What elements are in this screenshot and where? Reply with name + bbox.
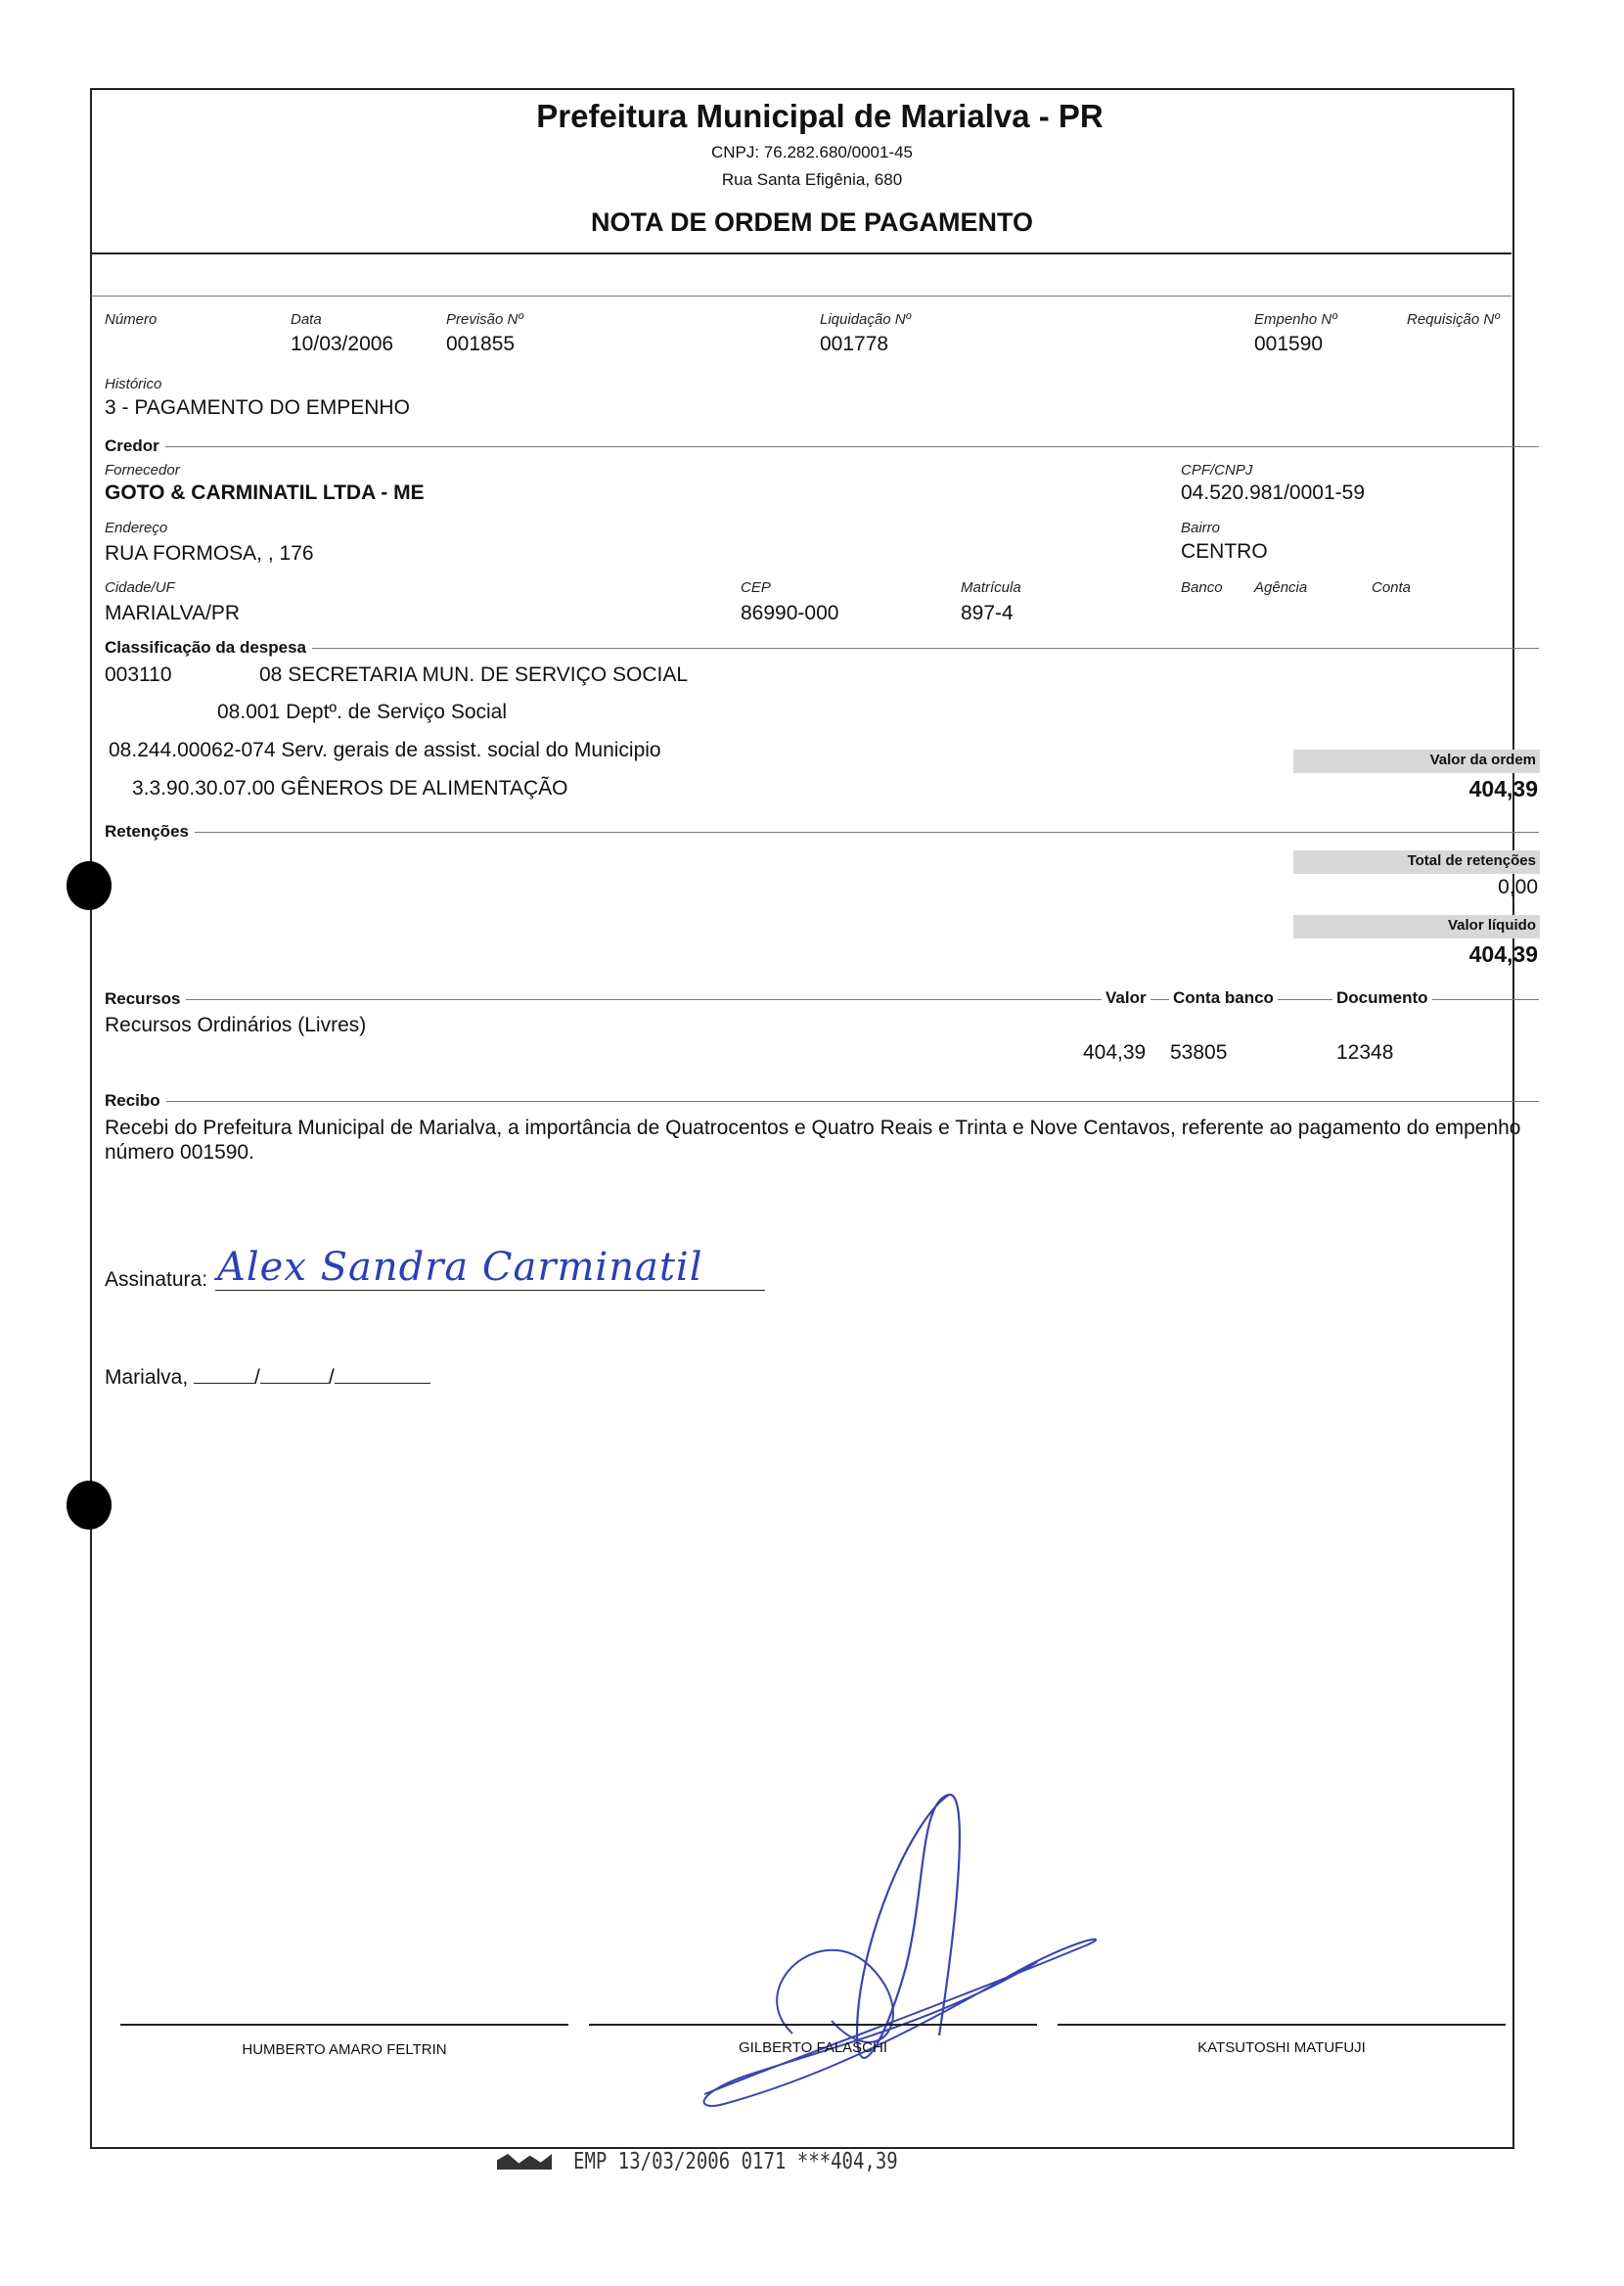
address-text: Rua Santa Efigênia, 680 xyxy=(721,170,903,189)
classificacao-line2: 08.001 Deptº. de Serviço Social xyxy=(217,701,508,723)
fornecedor-value: GOTO & CARMINATIL LTDA - ME xyxy=(105,481,425,504)
signatory-line-1 xyxy=(120,2024,568,2026)
payment-stamp: EMP 13/03/2006 0171 ***404,39 xyxy=(573,2148,898,2175)
cep-label: CEP xyxy=(741,579,771,596)
recursos-documento-header: Documento xyxy=(1332,988,1432,1008)
retencoes-rule xyxy=(105,832,1539,833)
valor-liquido-value: 404,39 xyxy=(1468,941,1538,967)
fields-top-rule xyxy=(91,296,1511,297)
total-retencoes-value: 0,00 xyxy=(1498,876,1538,898)
recibo-rule xyxy=(105,1101,1539,1102)
cidade-value: MARIALVA/PR xyxy=(105,602,241,624)
recibo-section-title: Recibo xyxy=(105,1091,166,1111)
approval-signature-scribble xyxy=(685,1791,1115,2114)
recursos-conta-header: Conta banco xyxy=(1169,988,1278,1008)
cnpj-text: CNPJ: 76.282.680/0001-45 xyxy=(710,143,914,161)
date-day-blank xyxy=(194,1383,254,1384)
historico-label: Histórico xyxy=(105,376,162,392)
binder-hole-top xyxy=(67,861,112,910)
endereco-label: Endereço xyxy=(105,520,168,536)
document-title: NOTA DE ORDEM DE PAGAMENTO xyxy=(590,207,1033,237)
empenho-label: Empenho Nº xyxy=(1254,311,1337,328)
recursos-valor-header: Valor xyxy=(1102,988,1150,1008)
binder-hole-bottom xyxy=(67,1481,112,1530)
signatory-name-3: KATSUTOSHI MATUFUJI xyxy=(1197,2039,1366,2056)
assinatura-label: Assinatura: xyxy=(105,1268,208,1291)
classificacao-line1: 08 SECRETARIA MUN. DE SERVIÇO SOCIAL xyxy=(259,663,689,686)
handwritten-signature: Alex Sandra Carminatil xyxy=(217,1245,703,1290)
recursos-valor: 404,39 xyxy=(1083,1041,1147,1064)
stamp-mark-icon xyxy=(497,2154,552,2170)
date-month-blank xyxy=(260,1383,329,1384)
data-label: Data xyxy=(291,311,322,328)
data-value: 10/03/2006 xyxy=(291,333,394,355)
local-date: Marialva, / / xyxy=(105,1366,430,1390)
bairro-label: Bairro xyxy=(1181,520,1221,536)
cpf-value: 04.520.981/0001-59 xyxy=(1181,481,1366,504)
signatory-name-1: HUMBERTO AMARO FELTRIN xyxy=(242,2041,447,2058)
recibo-text: Recebi do Prefeitura Municipal de Marialva, a importância de Quatrocentos e Quatro Reais e Trinta e Nove Centavos, referente ao pagamento do empenho número 001590. xyxy=(105,1117,1521,1164)
local-label: Marialva, xyxy=(105,1366,189,1389)
classificacao-code: 003110 xyxy=(105,663,172,686)
retencoes-section-title: Retenções xyxy=(105,822,195,842)
date-year-blank xyxy=(335,1383,430,1384)
signatory-line-2 xyxy=(589,2024,1037,2026)
matricula-value: 897-4 xyxy=(961,602,1014,624)
classificacao-rule xyxy=(105,648,1539,649)
classificacao-line4: 3.3.90.30.07.00 GÊNEROS DE ALIMENTAÇÃO xyxy=(132,777,568,800)
agencia-label: Agência xyxy=(1254,579,1308,596)
liquidacao-value: 001778 xyxy=(820,333,889,355)
credor-section-title: Credor xyxy=(105,436,165,456)
valor-ordem-label: Valor da ordem xyxy=(1293,750,1540,773)
classificacao-line3: 08.244.00062-074 Serv. gerais de assist. social do Municipio xyxy=(109,739,661,761)
empenho-value: 001590 xyxy=(1254,333,1324,355)
conta-label: Conta xyxy=(1372,579,1412,596)
recursos-conta: 53805 xyxy=(1170,1041,1228,1064)
recursos-section-title: Recursos xyxy=(105,989,186,1009)
cep-value: 86990-000 xyxy=(741,602,839,624)
numero-label: Número xyxy=(105,311,158,328)
classificacao-section-title: Classificação da despesa xyxy=(105,638,312,658)
header-divider xyxy=(91,252,1511,254)
valor-liquido-label: Valor líquido xyxy=(1293,915,1540,938)
recursos-descricao: Recursos Ordinários (Livres) xyxy=(105,1014,367,1036)
signatory-line-3 xyxy=(1058,2024,1506,2026)
requisicao-label: Requisição Nº xyxy=(1407,311,1500,328)
recursos-rule xyxy=(105,999,1539,1000)
previsao-label: Previsão Nº xyxy=(446,311,523,328)
liquidacao-label: Liquidação Nº xyxy=(820,311,912,328)
recursos-documento: 12348 xyxy=(1336,1041,1394,1064)
endereco-value: RUA FORMOSA, , 176 xyxy=(105,542,314,565)
cpf-label: CPF/CNPJ xyxy=(1181,462,1253,479)
bairro-value: CENTRO xyxy=(1181,540,1268,563)
assinatura-line xyxy=(215,1290,765,1291)
previsao-value: 001855 xyxy=(446,333,516,355)
total-retencoes-label: Total de retenções xyxy=(1293,850,1540,874)
historico-value: 3 - PAGAMENTO DO EMPENHO xyxy=(105,396,410,419)
banco-label: Banco xyxy=(1181,579,1223,596)
cidade-label: Cidade/UF xyxy=(105,579,175,596)
signatory-name-2: GILBERTO FALASCHI xyxy=(739,2039,887,2056)
fornecedor-label: Fornecedor xyxy=(105,462,180,479)
municipality-title: Prefeitura Municipal de Marialva - PR xyxy=(536,98,1104,134)
matricula-label: Matrícula xyxy=(961,579,1021,596)
credor-rule xyxy=(105,446,1539,447)
valor-ordem-value: 404,39 xyxy=(1468,776,1538,801)
